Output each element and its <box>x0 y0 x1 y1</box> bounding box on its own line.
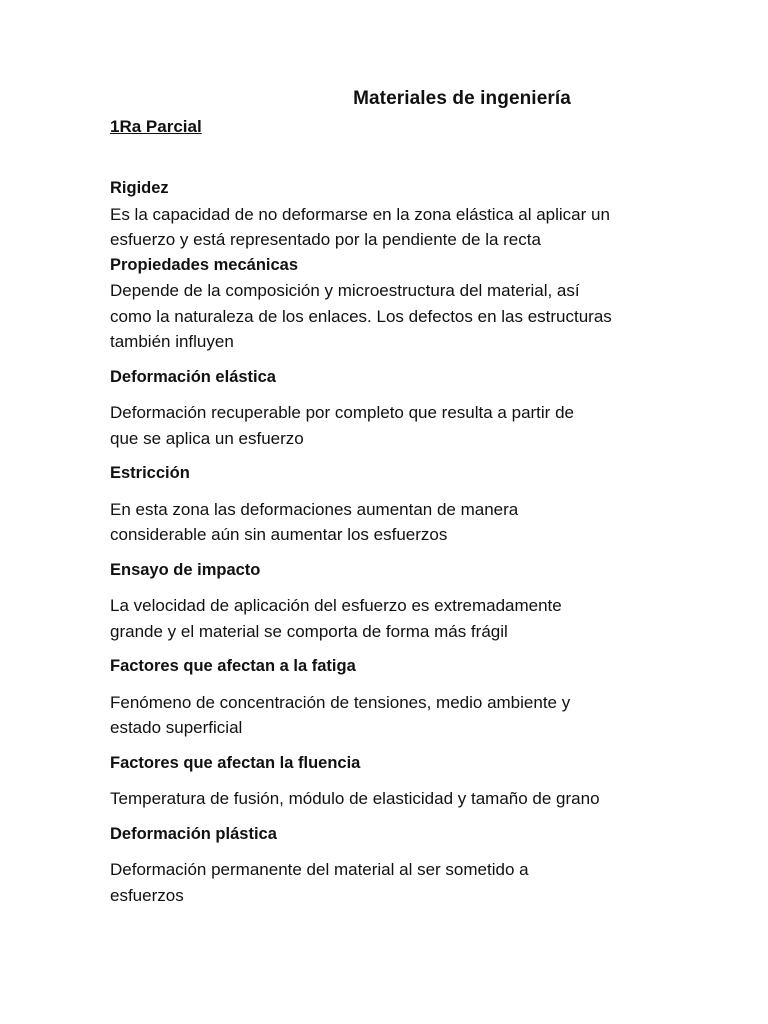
section-text-line: esfuerzos <box>110 885 184 905</box>
section-heading-estriccion: Estricción <box>110 464 190 482</box>
section-text-line: Deformación permanente del material al ser sometido a <box>110 860 529 879</box>
document-body <box>110 176 690 908</box>
section-text-line: Deformación recuperable por completo que resulta a partir de <box>110 403 574 422</box>
section-text-line: estado superficial <box>110 718 243 737</box>
section-text-line: considerable aún sin aumentar los esfuerzos <box>110 525 448 544</box>
section-heading-rigidez: Rigidez <box>110 179 169 197</box>
section-text-line: En esta zona las deformaciones aumentan de manera <box>110 499 519 519</box>
section-heading-propiedades-mecanicas: Propiedades mecánicas <box>110 255 299 274</box>
section-text-line: grande y el material se comporta de forma más frágil <box>110 621 508 641</box>
document-subtitle: 1Ra Parcial <box>110 117 202 136</box>
section-text-line: como la naturaleza de los enlaces. Los defectos en las estructuras <box>110 306 612 326</box>
section-heading-deformacion-elastica: Deformación elástica <box>110 367 276 386</box>
section-text-line: La velocidad de aplicación del esfuerzo es extremadamente <box>110 596 562 615</box>
section-text-line: que se aplica un esfuerzo <box>110 428 304 448</box>
section-heading-deformacion-plastica: Deformación plástica <box>110 824 277 843</box>
section-text-line: Es la capacidad de no deformarse en la zona elástica al aplicar un <box>110 204 610 224</box>
section-text-line: esfuerzo y está representado por la pendiente de la recta <box>110 230 541 249</box>
section-heading-factores-fluencia: Factores que afectan la fluencia <box>110 753 361 772</box>
section-text-line: Temperatura de fusión, módulo de elasticidad y tamaño de grano <box>110 789 600 808</box>
section-heading-ensayo-de-impacto: Ensayo de impacto <box>110 560 261 579</box>
section-text-line: Depende de la composición y microestructura del material, así <box>110 281 580 300</box>
section-text-line: Fenómeno de concentración de tensiones, medio ambiente y <box>110 692 571 712</box>
section-text-line: también influyen <box>110 332 234 351</box>
section-heading-factores-fatiga: Factores que afectan a la fatiga <box>110 657 356 675</box>
document-title: Materiales de ingeniería <box>353 88 571 109</box>
